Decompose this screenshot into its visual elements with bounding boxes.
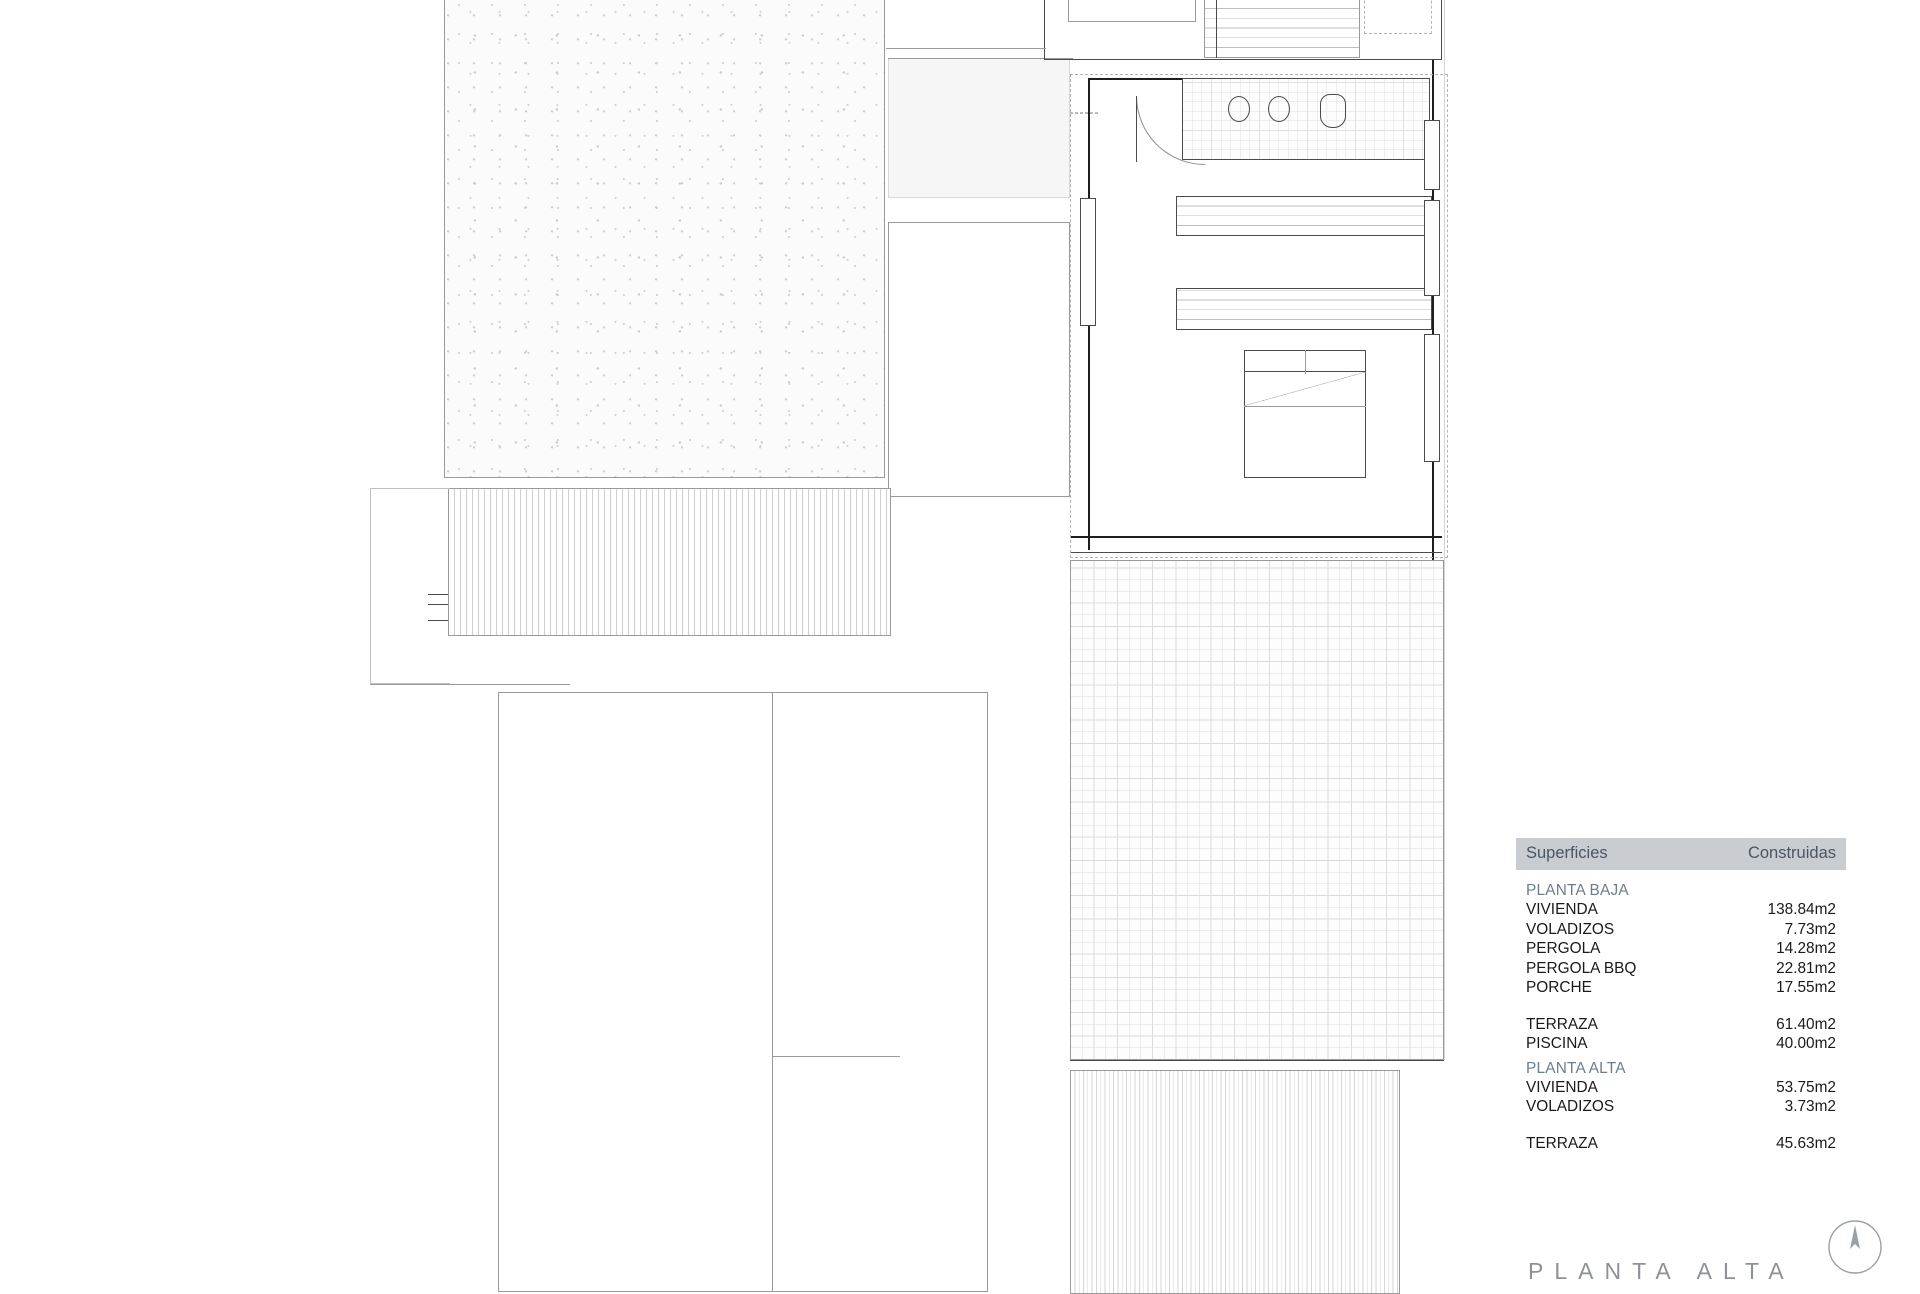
- guide-line-right-edge: [1444, 0, 1445, 1060]
- legend-row-label: PISCINA: [1526, 1035, 1588, 1052]
- legend-header: [1516, 838, 1846, 870]
- legend-row-value: 45.63m2: [1776, 1134, 1836, 1152]
- legend-row-label: TERRAZA: [1526, 1015, 1598, 1033]
- page-title: PLANTA ALTA: [1528, 1258, 1795, 1284]
- legend-row-value: 7.73m2: [1784, 920, 1836, 938]
- legend-row-value: 22.81m2: [1776, 959, 1836, 977]
- legend-row-label: TERRAZA: [1526, 1134, 1598, 1152]
- terrace-edge-bottom: [1070, 1060, 1444, 1061]
- roof-projection-outline: [1070, 74, 1448, 558]
- legend-row-label: PORCHE: [1526, 979, 1592, 996]
- tiled-terrace: [1070, 560, 1444, 1060]
- projection-line-top: [1070, 112, 1098, 114]
- pool-side-room: [888, 222, 1070, 497]
- pool-ladder-rail-third: [428, 620, 448, 621]
- legend-row-label: PERGOLA BBQ: [1526, 959, 1637, 977]
- paving-extension-bottom: [370, 684, 570, 685]
- legend-row: [1526, 978, 1836, 998]
- surfaces-legend: [1516, 838, 1846, 1153]
- legend-spacer: [1526, 1117, 1836, 1134]
- plot-divider-vertical-2: [772, 1056, 773, 1292]
- plot-outline-left: [498, 692, 988, 1292]
- legend-header-right: Construidas: [1747, 844, 1836, 862]
- pool-ladder-rail-bottom: [428, 604, 448, 605]
- stair-up-arrow-guide: [1364, 0, 1432, 34]
- legend-row: [1526, 1097, 1836, 1117]
- legend-row-value: 17.55m2: [1776, 979, 1836, 996]
- legend-row-value: 40.00m2: [1776, 1035, 1836, 1052]
- legend-row: [1526, 1078, 1836, 1098]
- staircase: [1204, 0, 1360, 58]
- legend-row: [1526, 1015, 1836, 1035]
- legend-section-planta-alta: PLANTA ALTA: [1526, 1059, 1626, 1077]
- legend-body: [1516, 870, 1846, 1153]
- wood-deck-strips-lower: [1070, 1070, 1400, 1294]
- pool-ladder-rail-top: [428, 594, 448, 595]
- legend-row-label: VIVIENDA: [1526, 901, 1598, 918]
- legend-row-value: 61.40m2: [1776, 1015, 1836, 1033]
- legend-row-value: 14.28m2: [1776, 940, 1836, 957]
- legend-section-planta-baja: PLANTA BAJA: [1526, 882, 1629, 899]
- legend-row-value: 3.73m2: [1784, 1098, 1836, 1115]
- legend-row-label: VOLADIZOS: [1526, 1098, 1615, 1115]
- legend-spacer: [1526, 998, 1836, 1015]
- legend-row-label: PERGOLA: [1526, 940, 1601, 957]
- legend-row: [1526, 920, 1836, 940]
- legend-header-left: Superficies: [1526, 844, 1608, 862]
- legend-row-label: VIVIENDA: [1526, 1078, 1598, 1096]
- legend-row: [1526, 1034, 1836, 1054]
- pool-surround-paving: [888, 58, 1070, 198]
- stair-rail: [1216, 0, 1217, 58]
- guide-line-top-right: [886, 48, 1046, 49]
- stair-shaft: [1068, 0, 1196, 22]
- legend-row: [1526, 939, 1836, 959]
- legend-row-value: 138.84m2: [1767, 901, 1836, 918]
- legend-row: [1526, 1134, 1836, 1154]
- swimming-pool: [444, 0, 885, 478]
- legend-row-value: 53.75m2: [1776, 1078, 1836, 1096]
- north-compass-icon: [1826, 1218, 1884, 1276]
- left-paving-extension: [370, 488, 450, 684]
- plot-divider-vertical: [772, 692, 773, 1066]
- pool-deck: [448, 488, 891, 636]
- legend-row: [1526, 959, 1836, 979]
- legend-row: [1526, 900, 1836, 920]
- plot-divider-horizontal: [772, 1056, 900, 1057]
- legend-row-label: VOLADIZOS: [1526, 920, 1615, 938]
